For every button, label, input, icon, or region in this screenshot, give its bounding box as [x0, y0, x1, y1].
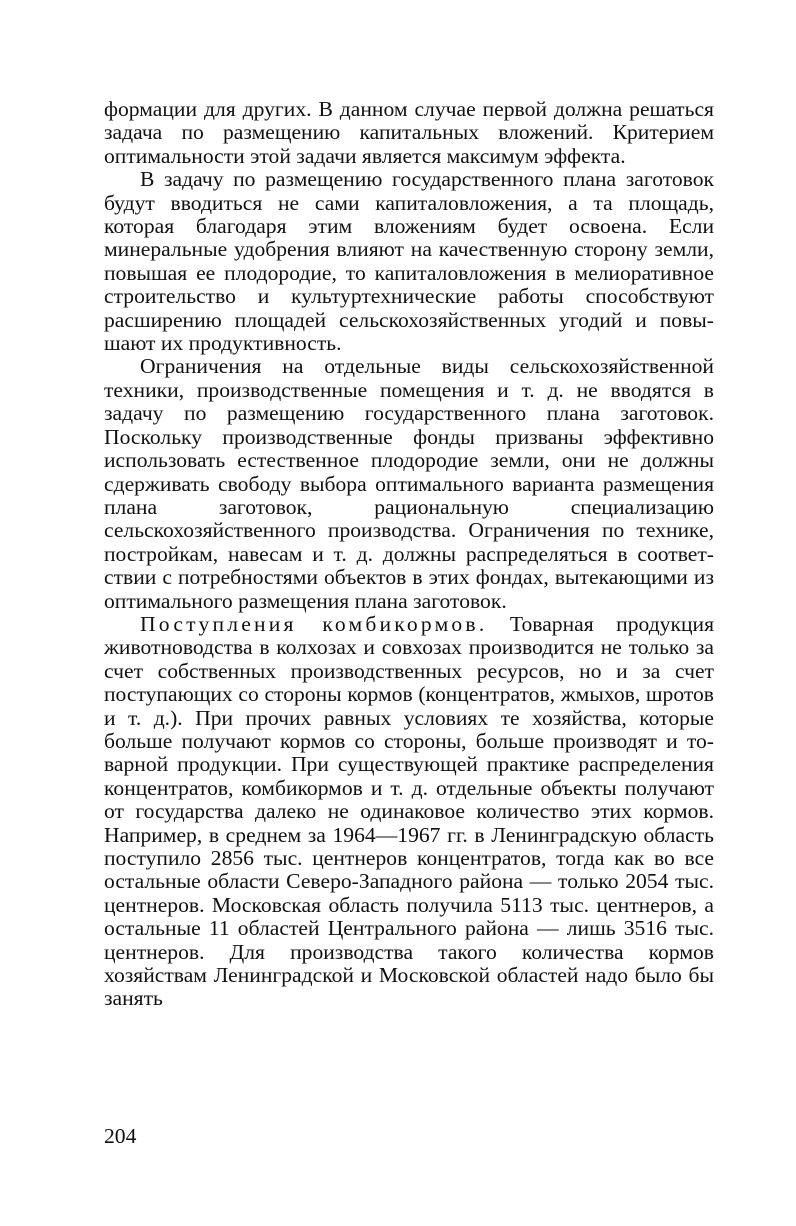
paragraph-restrictions: Ограничения на отдельные виды сельскохозяйственной техники, производственные помещения и т. д. не вводятся в задачу по размещению государственного плана заготовок. Поскольку производственные фонды призваны эффективно использовать естественное плодородие земли, они не должны сдерживать свободу выбора оптимального варианта размещения плана заготовок, рациональную специализацию сельскохозяйственного производства. Ограничения по технике, постройкам, навесам и т. д. должны распределяться в соответствии с потребностями объектов в этих фондах, вытекающими из оптимального размещения плана заготовок. [104, 354, 714, 613]
page-number: 204 [104, 1124, 137, 1148]
paragraph-capital-investment: В задачу по размещению государственного плана заготовок будут вводиться не сами капиталовложения, а та площадь, которая благодаря этим вложениям будет освоена. Если минеральные удобрения влияют на качественную сторону земли, повышая ее плодородие, то капиталовложения в мелиоративное строительство и культуртехнические работы способствуют расширению площадей сельскохозяйственных угодий и повышают их продуктивность. [104, 167, 714, 356]
paragraph-feed-supply [104, 613, 714, 1011]
paragraph-continuation: формации для других. В данном случае первой должна решаться задача по размещению капитальных вложений. Критерием оптимальности этой задачи является максимум эффекта. [104, 97, 714, 168]
spaced-heading: Поступления комбикормов. [140, 611, 488, 636]
paragraph-feed-supply-text: Товарная продукция животноводства в колхозах и совхозах производится не только за счет собственных производственных ресурсов, но и за счет поступающих со стороны кормов (концентратов, жмыхов, шротов и т. д.). При прочих равных условиях те хозяйства, которые больше получают кормов со стороны, больше производят и товарной продукции. При существующей практике распределения концентратов, комбикормов и т. д. отдельные объекты получают от государства далеко не одинаковое количество этих кормов. Например, в среднем за 1964—1967 гг. в Ленинградскую область поступило 2856 тыс. центнеров концентратов, тогда как во все остальные области Северо-Западного района — только 2054 тыс. центнеров. Московская область получила 5113 тыс. центнеров, а остальные 11 областей Центрального района — лишь 3516 тыс. центнеров. Для производства такого количества кормов хозяйствам Ленинградской и Московской областей надо было бы занять [104, 611, 715, 1011]
page-body [104, 98, 714, 1011]
